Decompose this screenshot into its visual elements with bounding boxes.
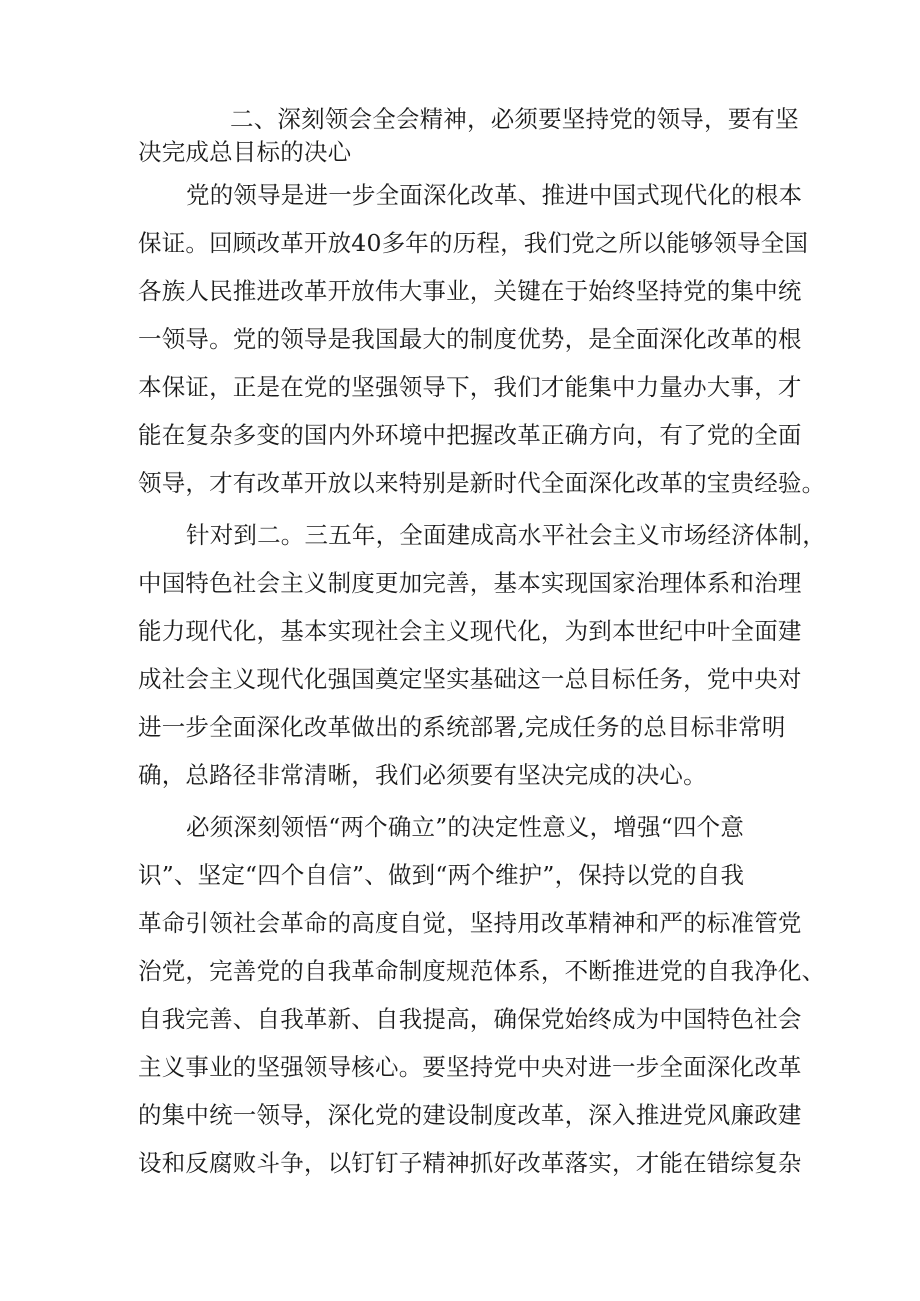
paragraph-line: 革命引领社会革命的高度自觉，坚持用改革精神和严的标准管党 bbox=[138, 909, 802, 937]
paragraph-line: 能在复杂多变的国内外环境中把握改革正确方向，有了党的全面 bbox=[138, 421, 802, 449]
paragraph-line: 进一步全面深化改革做出的系统部署,完成任务的总目标非常明 bbox=[138, 713, 786, 741]
paragraph-line: 确，总路径非常清晰，我们必须要有坚决完成的决心。 bbox=[138, 761, 707, 789]
paragraph-line: 识”、坚定“四个自信”、做到“两个维护”，保持以党的自我 bbox=[138, 861, 745, 889]
paragraph-line: 党的领导是进一步全面深化改革、推进中国式现代化的根本 bbox=[186, 181, 803, 209]
paragraph-line: 设和反腐败斗争，以钉钉子精神抓好改革落实，才能在错综复杂 bbox=[138, 1149, 802, 1177]
paragraph-line: 一领导。党的领导是我国最大的制度优势，是全面深化改革的根 bbox=[138, 325, 802, 353]
paragraph-line: 针对到二。三五年，全面建成高水平社会主义市场经济体制， bbox=[186, 521, 826, 549]
paragraph-line: 的集中统一领导，深化党的建设制度改革，深入推进党风廉政建 bbox=[138, 1101, 802, 1129]
paragraph-line: 保证。回顾改革开放40多年的历程，我们党之所以能够领导全国 bbox=[138, 229, 809, 257]
paragraph-line: 自我完善、自我革新、自我提高，确保党始终成为中国特色社会 bbox=[138, 1005, 802, 1033]
section-heading-line-2: 决完成总目标的决心 bbox=[138, 138, 352, 166]
paragraph-line: 各族人民推进改革开放伟大事业，关键在于始终坚持党的集中统 bbox=[138, 277, 802, 305]
paragraph-line: 必须深刻领悟“两个确立”的决定性意义，增强“四个意 bbox=[186, 813, 745, 841]
section-heading-line-1: 二、深刻领会全会精神，必须要坚持党的领导，要有坚 bbox=[230, 105, 799, 133]
paragraph-line: 主义事业的坚强领导核心。要坚持党中央对进一步全面深化改革 bbox=[138, 1053, 802, 1081]
paragraph-line: 中国特色社会主义制度更加完善，基本实现国家治理体系和治理 bbox=[138, 569, 802, 597]
paragraph-line: 治党，完善党的自我革命制度规范体系，不断推进党的自我净化、 bbox=[138, 957, 826, 985]
paragraph-line: 能力现代化，基本实现社会主义现代化，为到本世纪中叶全面建 bbox=[138, 617, 802, 645]
paragraph-line: 成社会主义现代化强国奠定坚实基础这一总目标任务，党中央对 bbox=[138, 665, 802, 693]
paragraph-line: 本保证，正是在党的坚强领导下，我们才能集中力量办大事，才 bbox=[138, 373, 802, 401]
paragraph-line: 领导，才有改革开放以来特别是新时代全面深化改革的宝贵经验。 bbox=[138, 469, 826, 497]
